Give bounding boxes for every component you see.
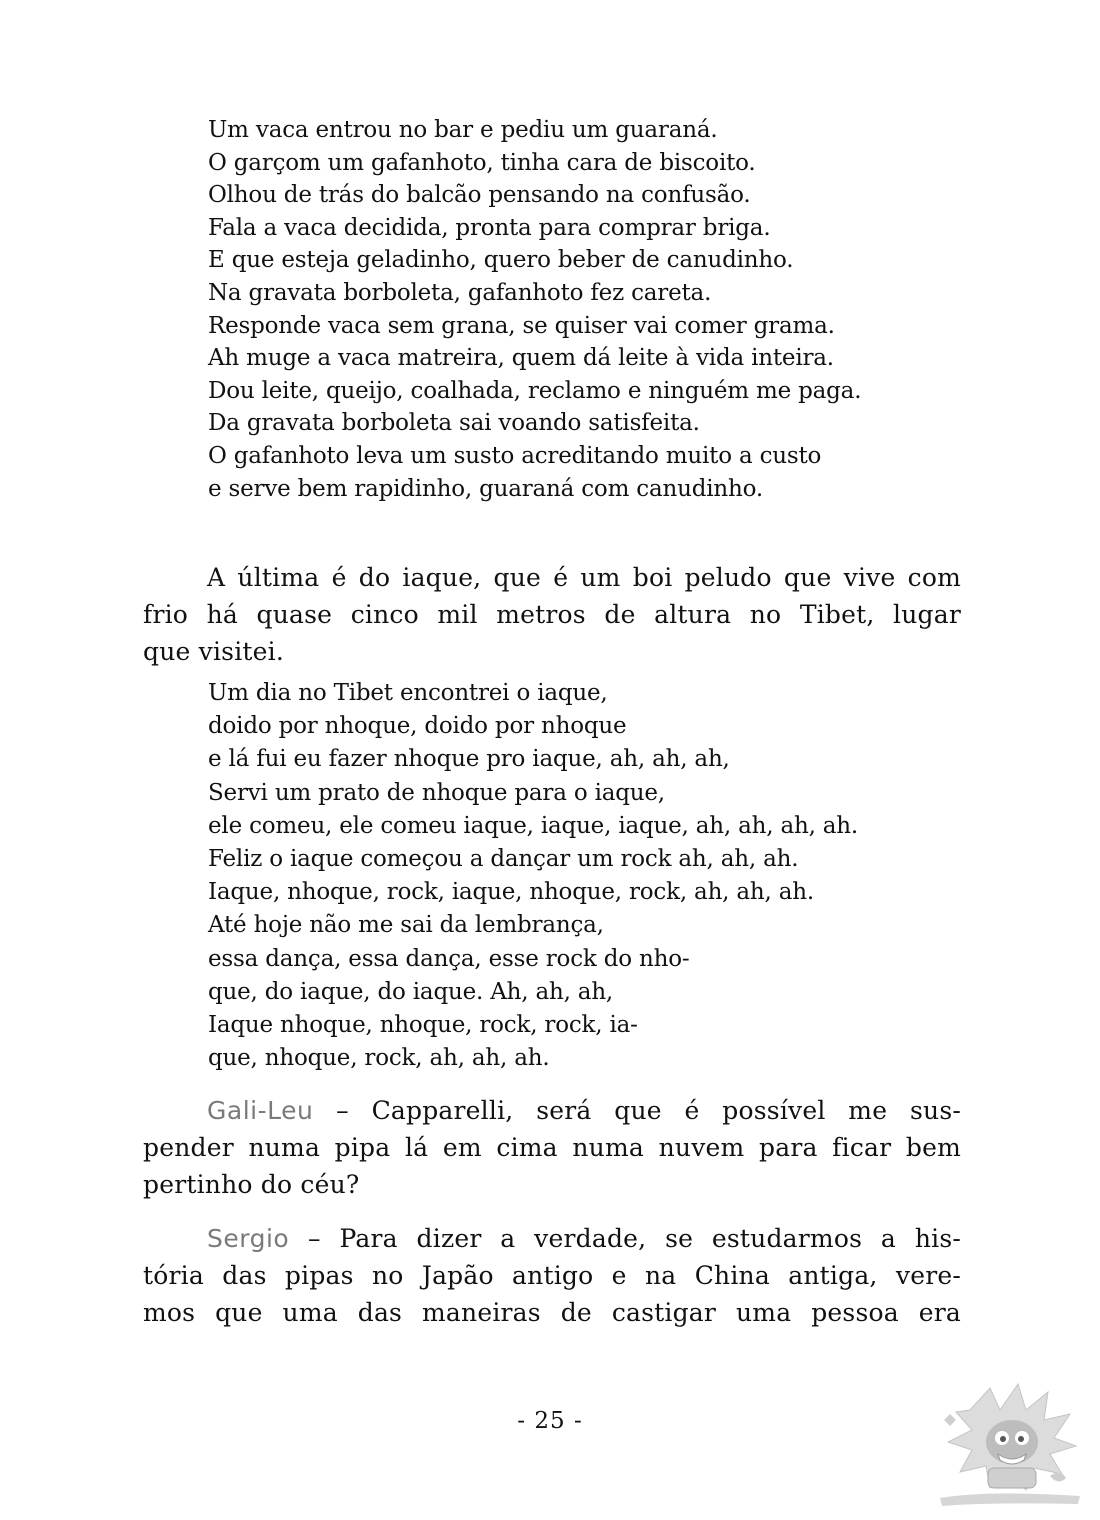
paragraph-line: tória das pipas no Japão antigo e na China antiga, vere-	[143, 1261, 961, 1290]
poem-line: Feliz o iaque começou a dançar um rock ah, ah, ah.	[208, 846, 799, 873]
poem-line: essa dança, essa dança, esse rock do nho-	[208, 945, 690, 972]
dialogue-sergio	[143, 1220, 961, 1331]
poem-line: que, do iaque, do iaque. Ah, ah, ah,	[208, 978, 614, 1005]
dialogue-galileu	[143, 1092, 961, 1203]
poem-line: Um vaca entrou no bar e pediu um guaraná.	[208, 117, 718, 143]
mascot-illustration	[930, 1380, 1090, 1510]
page-number: - 25 -	[517, 1408, 583, 1434]
speaker-name: Gali-Leu	[207, 1096, 314, 1125]
paragraph-line: pertinho do céu?	[143, 1170, 360, 1199]
poem-line: ele comeu, ele comeu iaque, iaque, iaque, ah, ah, ah, ah.	[208, 812, 859, 839]
poem-vaca	[208, 114, 861, 505]
paragraph-line: A última é do iaque, que é um boi peludo que vive com	[207, 563, 961, 592]
poem-line: Um dia no Tibet encontrei o iaque,	[208, 680, 608, 706]
poem-line: Da gravata borboleta sai voando satisfeita.	[208, 410, 700, 437]
poem-iaque	[208, 677, 858, 1075]
dialogue-text: – Capparelli, será que é possível me sus-	[313, 1096, 961, 1125]
paragraph-iaque-intro	[143, 559, 961, 670]
poem-line: Ah muge a vaca matreira, quem dá leite à vida inteira.	[208, 345, 834, 372]
poem-line: E que esteja geladinho, quero beber de canudinho.	[208, 247, 794, 274]
poem-line: Iaque nhoque, nhoque, rock, rock, ia-	[208, 1012, 638, 1039]
poem-line: Fala a vaca decidida, pronta para comprar briga.	[208, 214, 771, 241]
speaker-name: Sergio	[207, 1224, 290, 1253]
poem-line: O gafanhoto leva um susto acreditando muito a custo	[208, 442, 822, 469]
poem-line: Responde vaca sem grana, se quiser vai comer grama.	[208, 312, 835, 339]
poem-line: Iaque, nhoque, rock, iaque, nhoque, rock, ah, ah, ah.	[208, 879, 814, 906]
paragraph-line	[143, 1220, 961, 1257]
poem-line: e lá fui eu fazer nhoque pro iaque, ah, ah, ah,	[208, 746, 730, 773]
poem-line: Olhou de trás do balcão pensando na confusão.	[208, 182, 751, 209]
paragraph-line: que visitei.	[143, 637, 284, 666]
poem-line: doido por nhoque, doido por nhoque	[208, 713, 627, 740]
dialogue-text: – Para dizer a verdade, se estudarmos a his-	[289, 1224, 961, 1253]
poem-line: Até hoje não me sai da lembrança,	[208, 912, 604, 939]
paragraph-line: frio há quase cinco mil metros de altura no Tibet, lugar	[143, 600, 961, 629]
poem-line: Servi um prato de nhoque para o iaque,	[208, 779, 665, 806]
poem-line: O garçom um gafanhoto, tinha cara de biscoito.	[208, 149, 756, 176]
paragraph-line	[143, 1092, 961, 1129]
paragraph-line: pender numa pipa lá em cima numa nuvem para ficar bem	[143, 1133, 961, 1162]
poem-line: que, nhoque, rock, ah, ah, ah.	[208, 1045, 550, 1072]
poem-line: Dou leite, queijo, coalhada, reclamo e ninguém me paga.	[208, 377, 862, 404]
poem-line: e serve bem rapidinho, guaraná com canudinho.	[208, 475, 763, 502]
paragraph-line: mos que uma das maneiras de castigar uma pessoa era	[143, 1298, 961, 1327]
poem-line: Na gravata borboleta, gafanhoto fez careta.	[208, 279, 712, 306]
